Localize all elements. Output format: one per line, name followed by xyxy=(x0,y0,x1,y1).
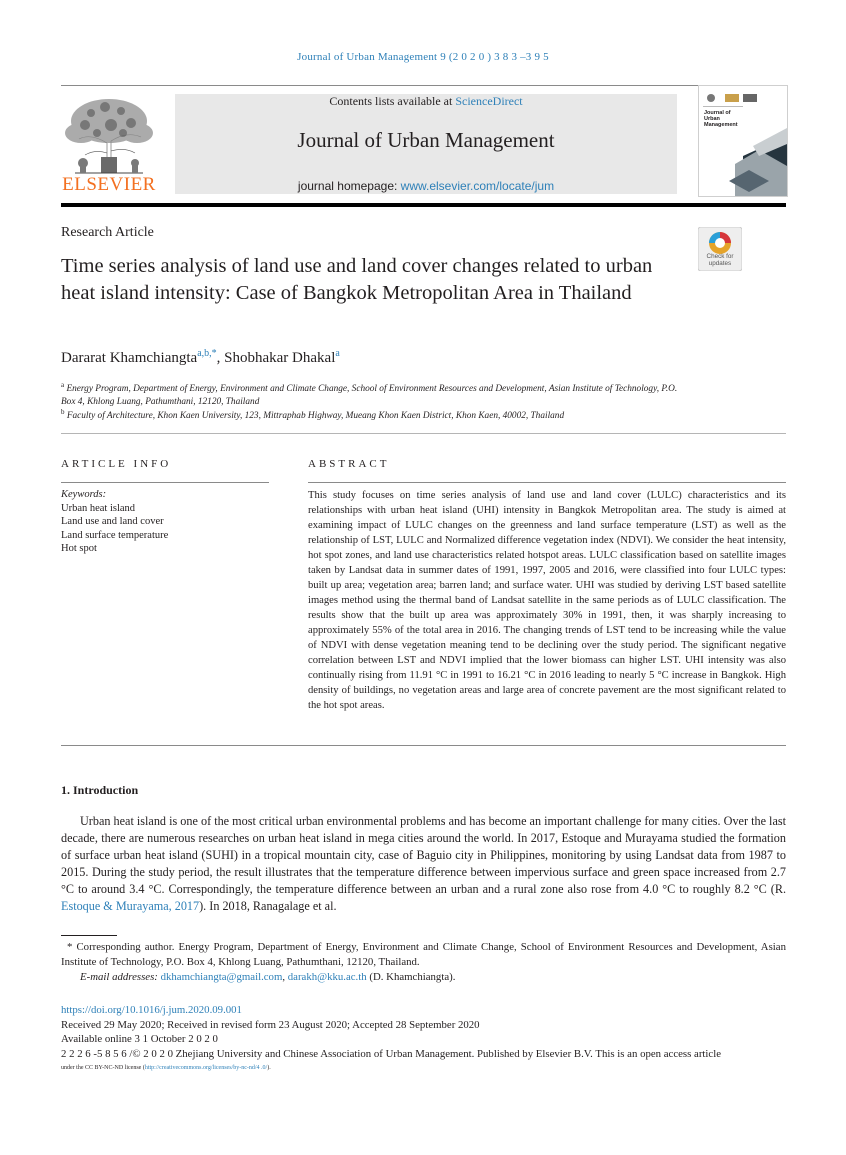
doi-link[interactable]: https://doi.org/10.1016/j.jum.2020.09.001 xyxy=(61,1004,242,1016)
article-title: Time series analysis of land use and land cover changes related to urban heat island intensity: Case of Bangkok Metropolitan Area in Thailand xyxy=(61,255,653,304)
abstract-text: This study focuses on time series analysis of land use and land cover (LULC) characteristics and its relationships with urban heat island (UHI) intensity in Bangkok Metropolitan area. The study is aimed at examining impact of LULC changes on the greenness and land surface temperature (LST) as well as the relationship of LST, LULC and Normalized difference vegetation index (NDVI). We consider the heat intensity, hot spot zones, and land use characteristics related hotspot areas. LULC classification based on satellite images taken by Landsat data in summer dates of 1991, 1997, 2005 and 2016, were classified into four LULC types: built up area; vegetation area; barren land; and surface water. UHI was studied by deriving LST based satellite images method using the thermal band of Landsat satellite in the same periods as of LULC classification. The results show that the built up area was approximately 30% in 1991, then, it was sharply increasing to approximately 55% of the total area in 2016. The changing trends of LST tend to be increasing while the value of NDVI with dense vegetation meaning tend to be declining over the study period. The significant negative correlation between LST and NDVI implied that the lower biomass can higher LST. UHI intensity was also continually rising from 11.91 °C in 1991 to 16.21 °C in 2016 leading to nearly 5 °C increase in Bangkok. High density of buildings, no vegetation areas and large area of concrete pavement are the most significant related to the hot spot areas. xyxy=(308,490,786,711)
keywords-label: Keywords: xyxy=(61,489,107,500)
received-dates: Received 29 May 2020; Received in revised form 23 August 2020; Accepted 28 September 2020 xyxy=(61,1018,480,1031)
author-name: Shobhakar Dhakal xyxy=(224,350,336,366)
header-bottom-rule xyxy=(61,203,786,207)
article-info-rule xyxy=(61,482,269,483)
keyword-item: Hot spot xyxy=(61,543,97,554)
cover-art-icon xyxy=(699,86,787,196)
keyword-item: Land use and land cover xyxy=(61,516,164,527)
license-line xyxy=(61,1065,271,1071)
affiliation-b xyxy=(61,406,691,423)
author-list xyxy=(61,348,340,367)
introduction-text-end: ). In 2018, Ranagalage et al. xyxy=(199,899,337,913)
article-type: Research Article xyxy=(61,225,154,240)
check-for-updates-badge[interactable] xyxy=(698,227,742,271)
homepage-link[interactable]: www.elsevier.com/locate/jum xyxy=(400,179,555,193)
affiliation-divider xyxy=(61,433,786,434)
email-suffix: (D. Khamchiangta). xyxy=(366,971,456,983)
copyright-line: 2 2 2 6 -5 8 5 6 /© 2 0 2 0 Zhejiang University and Chinese Association of Urban Management. Published by Elsevier B.V. This is an open access article xyxy=(61,1047,721,1060)
introduction-paragraph xyxy=(61,813,786,915)
article-footer xyxy=(61,1003,846,1061)
available-online: Available online 3 1 October 2 0 2 0 xyxy=(61,1033,218,1045)
keyword-item: Urban heat island xyxy=(61,502,136,514)
footnote-text: * Corresponding author. Energy Program, Department of Energy, Environment and Climate Change, School of Environment Resources and Development, Asian Institute of Technology, P.O. Box 4, Khlong Luang, Pathumthani, 12120, Thailand. xyxy=(61,941,786,968)
affiliation-text: Faculty of Architecture, Khon Kaen University, 123, Mittraphab Highway, Mueang Khon Kaen District, Khon Kaen, 40002, Thailand xyxy=(66,411,565,422)
section-heading-introduction: 1. Introduction xyxy=(61,783,139,797)
abstract-bottom-rule xyxy=(61,745,786,746)
email-link[interactable]: dkhamchiangta@gmail.com xyxy=(160,971,283,983)
article-info-heading: ARTICLE INFO xyxy=(61,458,172,470)
elsevier-wordmark: ELSEVIER xyxy=(62,174,156,195)
email-link[interactable]: darakh@kku.ac.th xyxy=(287,971,367,983)
email-line xyxy=(61,970,786,985)
journal-title: Journal of Urban Management xyxy=(297,128,555,152)
homepage-prefix: journal homepage: xyxy=(297,179,401,193)
abstract-heading: ABSTRACT xyxy=(308,458,390,470)
keywords-block xyxy=(61,488,271,556)
elsevier-logo xyxy=(61,93,157,195)
footnote-rule xyxy=(61,935,117,936)
contents-line xyxy=(175,94,677,109)
affiliation-label: b xyxy=(61,408,65,416)
license-link[interactable]: http://creativecommons.org/licenses/by-nc-nd/4 .0/ xyxy=(144,1065,268,1071)
citation-link[interactable]: Estoque & Murayama, 2017 xyxy=(61,899,200,913)
header-top-rule xyxy=(61,85,786,86)
email-separator: , xyxy=(282,971,288,983)
affiliation-label: a xyxy=(61,381,65,389)
affiliation-a xyxy=(61,379,691,409)
license-suffix: ). xyxy=(267,1065,271,1071)
author-name: Dararat Khamchiangta xyxy=(61,350,198,366)
email-label: E-mail addresses: xyxy=(80,971,161,983)
cover-title: Journal of Urban Management xyxy=(704,110,738,128)
license-prefix: under the CC BY-NC-ND license ( xyxy=(61,1065,145,1071)
author-separator: , xyxy=(216,350,225,366)
abstract-rule xyxy=(308,482,786,483)
sciencedirect-link[interactable]: ScienceDirect xyxy=(455,94,523,108)
journal-cover-thumbnail xyxy=(698,85,788,197)
journal-citation[interactable]: Journal of Urban Management 9 (2 0 2 0 ) 3 8 3 –3 9 5 xyxy=(297,51,549,63)
crossmark-label: Check for updates xyxy=(706,253,734,267)
contents-prefix: Contents lists available at xyxy=(329,94,456,108)
corresponding-author-footnote xyxy=(61,940,786,985)
affiliation-text: Energy Program, Department of Energy, Environment and Climate Change, School of Environment Resources and Development, Asian Institute of Technology, P.O. Box 4, Khlong Luang, Pathumthani, 12120, Thailand xyxy=(61,384,678,408)
journal-homepage xyxy=(175,179,677,193)
keyword-item: Land surface temperature xyxy=(61,529,169,541)
author-affiliation-marker[interactable]: a,b,* xyxy=(197,348,217,359)
author-affiliation-marker[interactable]: a xyxy=(335,348,340,359)
introduction-text: Urban heat island is one of the most critical urban environmental problems and has become an important challenge for many cities. Over the last decade, there are numerous researches on urban heat island in mega cities around the world. In 2017, Estoque and Murayama studied the formation of surface urban heat island (SUHI) in a tropical mountain city, case of Baguio city in Philippines, monitoring by using Landsat data from 1987 to 2015. During the study period, the result illustrates that the temperature difference between impervious surface and green space increased from 2.7 °C to around 3.4 °C. Correspondingly, the temperature difference between an urban and a rural zone also rose from 4.0 °C to roughly 8.2 °C (R. xyxy=(61,814,786,896)
